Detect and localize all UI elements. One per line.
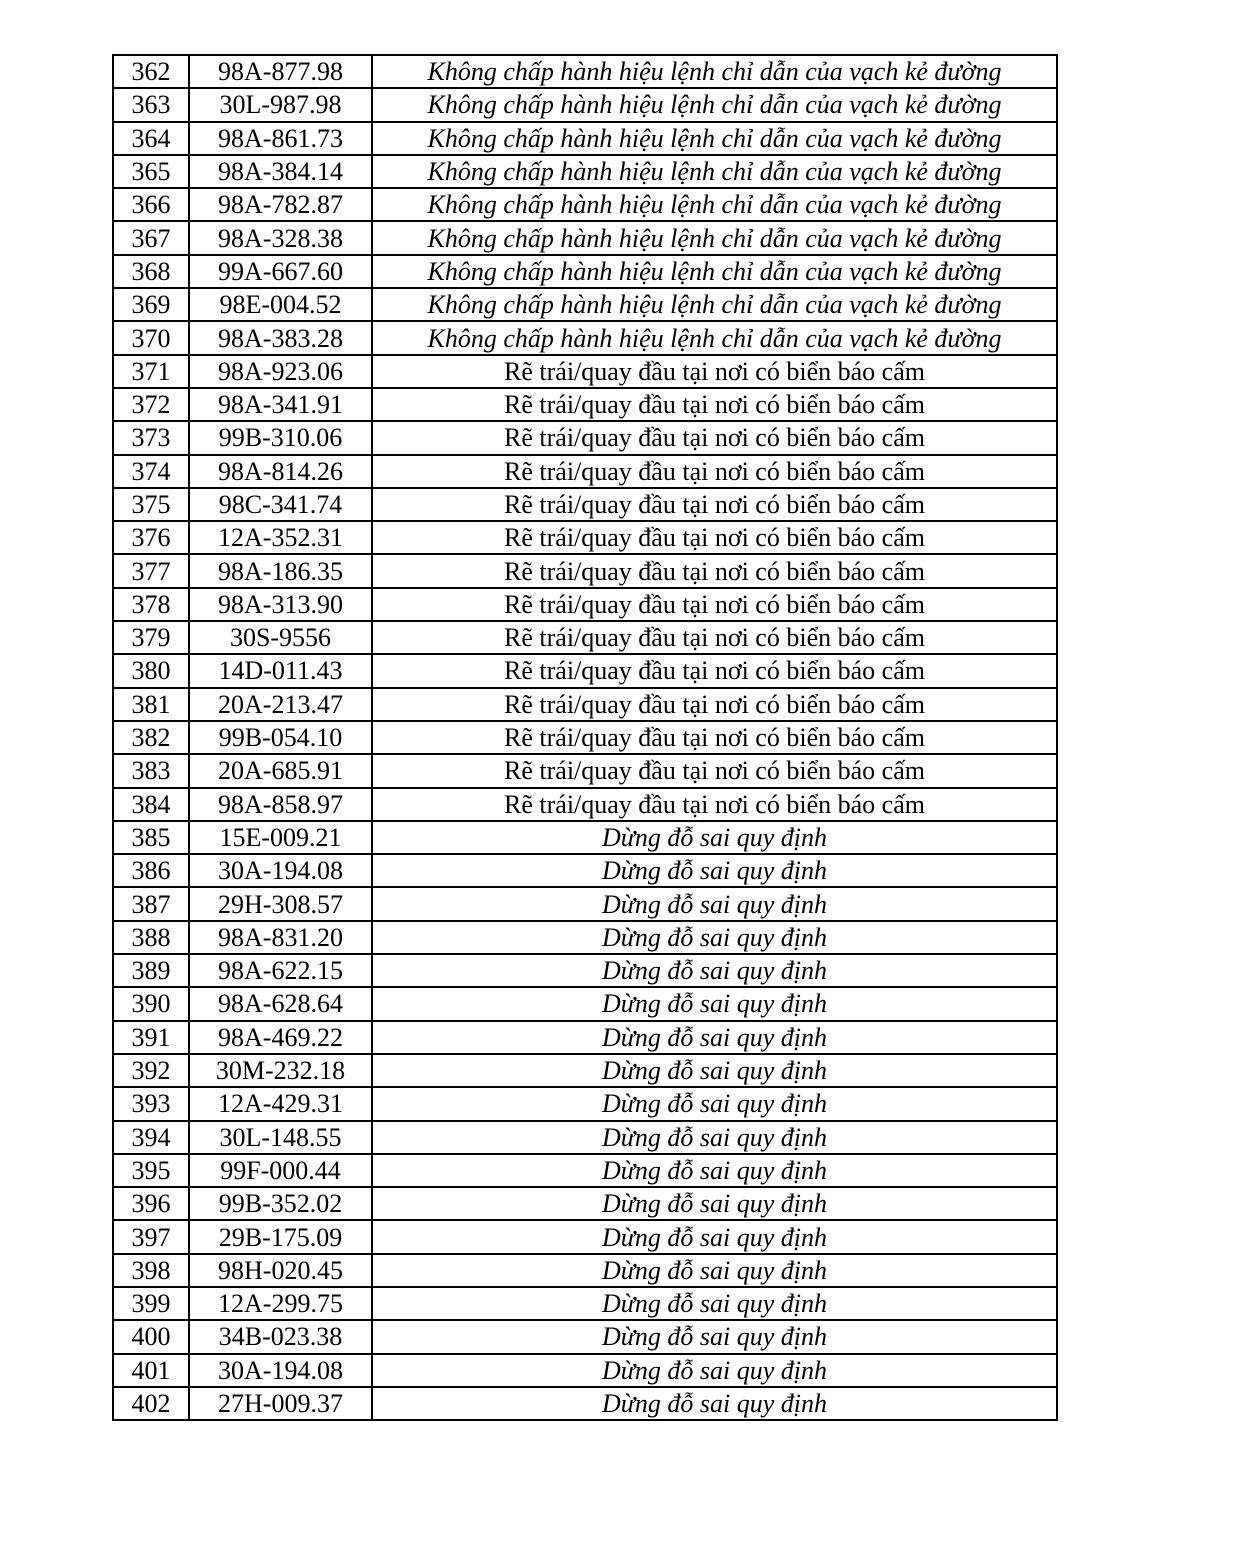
violation-description-cell: Dừng đỗ sai quy định bbox=[372, 1354, 1057, 1387]
row-number-cell: 391 bbox=[113, 1021, 189, 1054]
license-plate-cell: 98A-313.90 bbox=[189, 588, 372, 621]
violation-description-cell: Dừng đỗ sai quy định bbox=[372, 1387, 1057, 1420]
violation-description-cell: Không chấp hành hiệu lệnh chỉ dẫn của vạch kẻ đường bbox=[372, 155, 1057, 188]
violation-description-cell: Không chấp hành hiệu lệnh chỉ dẫn của vạch kẻ đường bbox=[372, 221, 1057, 254]
row-number-cell: 381 bbox=[113, 688, 189, 721]
violation-description-cell: Không chấp hành hiệu lệnh chỉ dẫn của vạch kẻ đường bbox=[372, 255, 1057, 288]
license-plate-cell: 12A-352.31 bbox=[189, 521, 372, 554]
violation-description-cell: Dừng đỗ sai quy định bbox=[372, 1254, 1057, 1287]
violation-description-cell: Rẽ trái/quay đầu tại nơi có biển báo cấm bbox=[372, 388, 1057, 421]
license-plate-cell: 30M-232.18 bbox=[189, 1054, 372, 1087]
violation-description-cell: Không chấp hành hiệu lệnh chỉ dẫn của vạch kẻ đường bbox=[372, 55, 1057, 88]
violation-description-cell: Dừng đỗ sai quy định bbox=[372, 1287, 1057, 1320]
table-row bbox=[113, 788, 1057, 821]
table-row bbox=[113, 88, 1057, 121]
license-plate-cell: 98A-186.35 bbox=[189, 554, 372, 587]
violations-table-body bbox=[113, 55, 1057, 1420]
violation-description-cell: Dừng đỗ sai quy định bbox=[372, 1220, 1057, 1253]
row-number-cell: 399 bbox=[113, 1287, 189, 1320]
table-row bbox=[113, 621, 1057, 654]
violation-description-cell: Rẽ trái/quay đầu tại nơi có biển báo cấm bbox=[372, 554, 1057, 587]
violation-description-cell: Dừng đỗ sai quy định bbox=[372, 1121, 1057, 1154]
row-number-cell: 397 bbox=[113, 1220, 189, 1253]
row-number-cell: 370 bbox=[113, 321, 189, 354]
license-plate-cell: 98A-877.98 bbox=[189, 55, 372, 88]
table-row bbox=[113, 887, 1057, 920]
violation-description-cell: Rẽ trái/quay đầu tại nơi có biển báo cấm bbox=[372, 355, 1057, 388]
table-row bbox=[113, 921, 1057, 954]
license-plate-cell: 27H-009.37 bbox=[189, 1387, 372, 1420]
row-number-cell: 365 bbox=[113, 155, 189, 188]
row-number-cell: 386 bbox=[113, 854, 189, 887]
license-plate-cell: 99B-054.10 bbox=[189, 721, 372, 754]
license-plate-cell: 98A-923.06 bbox=[189, 355, 372, 388]
table-row bbox=[113, 1021, 1057, 1054]
table-row bbox=[113, 288, 1057, 321]
row-number-cell: 379 bbox=[113, 621, 189, 654]
row-number-cell: 364 bbox=[113, 122, 189, 155]
license-plate-cell: 98A-469.22 bbox=[189, 1021, 372, 1054]
table-row bbox=[113, 188, 1057, 221]
row-number-cell: 378 bbox=[113, 588, 189, 621]
row-number-cell: 387 bbox=[113, 887, 189, 920]
table-row bbox=[113, 654, 1057, 687]
license-plate-cell: 15E-009.21 bbox=[189, 821, 372, 854]
license-plate-cell: 99B-352.02 bbox=[189, 1187, 372, 1220]
violation-description-cell: Không chấp hành hiệu lệnh chỉ dẫn của vạch kẻ đường bbox=[372, 88, 1057, 121]
row-number-cell: 382 bbox=[113, 721, 189, 754]
row-number-cell: 400 bbox=[113, 1320, 189, 1353]
license-plate-cell: 98A-384.14 bbox=[189, 155, 372, 188]
table-row bbox=[113, 588, 1057, 621]
license-plate-cell: 20A-685.91 bbox=[189, 754, 372, 787]
license-plate-cell: 98A-814.26 bbox=[189, 455, 372, 488]
table-row bbox=[113, 754, 1057, 787]
violation-description-cell: Dừng đỗ sai quy định bbox=[372, 921, 1057, 954]
row-number-cell: 363 bbox=[113, 88, 189, 121]
violation-description-cell: Dừng đỗ sai quy định bbox=[372, 1187, 1057, 1220]
row-number-cell: 383 bbox=[113, 754, 189, 787]
row-number-cell: 369 bbox=[113, 288, 189, 321]
row-number-cell: 402 bbox=[113, 1387, 189, 1420]
license-plate-cell: 20A-213.47 bbox=[189, 688, 372, 721]
row-number-cell: 366 bbox=[113, 188, 189, 221]
row-number-cell: 388 bbox=[113, 921, 189, 954]
table-row bbox=[113, 688, 1057, 721]
row-number-cell: 375 bbox=[113, 488, 189, 521]
license-plate-cell: 30L-148.55 bbox=[189, 1121, 372, 1154]
violation-description-cell: Dừng đỗ sai quy định bbox=[372, 887, 1057, 920]
violation-description-cell: Dừng đỗ sai quy định bbox=[372, 854, 1057, 887]
row-number-cell: 376 bbox=[113, 521, 189, 554]
row-number-cell: 385 bbox=[113, 821, 189, 854]
table-row bbox=[113, 1220, 1057, 1253]
license-plate-cell: 98A-622.15 bbox=[189, 954, 372, 987]
table-row bbox=[113, 221, 1057, 254]
violation-description-cell: Rẽ trái/quay đầu tại nơi có biển báo cấm bbox=[372, 788, 1057, 821]
row-number-cell: 372 bbox=[113, 388, 189, 421]
violation-description-cell: Dừng đỗ sai quy định bbox=[372, 1320, 1057, 1353]
table-row bbox=[113, 1387, 1057, 1420]
license-plate-cell: 98A-858.97 bbox=[189, 788, 372, 821]
row-number-cell: 374 bbox=[113, 455, 189, 488]
table-row bbox=[113, 1320, 1057, 1353]
license-plate-cell: 14D-011.43 bbox=[189, 654, 372, 687]
license-plate-cell: 98A-861.73 bbox=[189, 122, 372, 155]
violation-description-cell: Rẽ trái/quay đầu tại nơi có biển báo cấm bbox=[372, 521, 1057, 554]
license-plate-cell: 98C-341.74 bbox=[189, 488, 372, 521]
table-row bbox=[113, 854, 1057, 887]
violation-description-cell: Không chấp hành hiệu lệnh chỉ dẫn của vạch kẻ đường bbox=[372, 288, 1057, 321]
license-plate-cell: 98A-628.64 bbox=[189, 987, 372, 1020]
row-number-cell: 368 bbox=[113, 255, 189, 288]
table-row bbox=[113, 1187, 1057, 1220]
row-number-cell: 395 bbox=[113, 1154, 189, 1187]
row-number-cell: 371 bbox=[113, 355, 189, 388]
row-number-cell: 377 bbox=[113, 554, 189, 587]
row-number-cell: 398 bbox=[113, 1254, 189, 1287]
license-plate-cell: 99F-000.44 bbox=[189, 1154, 372, 1187]
table-row bbox=[113, 1087, 1057, 1120]
violation-description-cell: Rẽ trái/quay đầu tại nơi có biển báo cấm bbox=[372, 621, 1057, 654]
license-plate-cell: 34B-023.38 bbox=[189, 1320, 372, 1353]
row-number-cell: 396 bbox=[113, 1187, 189, 1220]
row-number-cell: 392 bbox=[113, 1054, 189, 1087]
violation-description-cell: Rẽ trái/quay đầu tại nơi có biển báo cấm bbox=[372, 455, 1057, 488]
table-row bbox=[113, 455, 1057, 488]
violation-description-cell: Không chấp hành hiệu lệnh chỉ dẫn của vạch kẻ đường bbox=[372, 122, 1057, 155]
violation-description-cell: Rẽ trái/quay đầu tại nơi có biển báo cấm bbox=[372, 588, 1057, 621]
license-plate-cell: 29B-175.09 bbox=[189, 1220, 372, 1253]
license-plate-cell: 98E-004.52 bbox=[189, 288, 372, 321]
violation-description-cell: Rẽ trái/quay đầu tại nơi có biển báo cấm bbox=[372, 488, 1057, 521]
license-plate-cell: 29H-308.57 bbox=[189, 887, 372, 920]
table-row bbox=[113, 355, 1057, 388]
violation-description-cell: Dừng đỗ sai quy định bbox=[372, 954, 1057, 987]
table-row bbox=[113, 1254, 1057, 1287]
violation-description-cell: Rẽ trái/quay đầu tại nơi có biển báo cấm bbox=[372, 688, 1057, 721]
table-row bbox=[113, 987, 1057, 1020]
row-number-cell: 389 bbox=[113, 954, 189, 987]
violation-description-cell: Dừng đỗ sai quy định bbox=[372, 1021, 1057, 1054]
violation-description-cell: Rẽ trái/quay đầu tại nơi có biển báo cấm bbox=[372, 421, 1057, 454]
license-plate-cell: 99A-667.60 bbox=[189, 255, 372, 288]
row-number-cell: 373 bbox=[113, 421, 189, 454]
violation-description-cell: Không chấp hành hiệu lệnh chỉ dẫn của vạch kẻ đường bbox=[372, 188, 1057, 221]
violation-description-cell: Dừng đỗ sai quy định bbox=[372, 987, 1057, 1020]
violations-table bbox=[112, 54, 1058, 1421]
row-number-cell: 384 bbox=[113, 788, 189, 821]
violation-description-cell: Rẽ trái/quay đầu tại nơi có biển báo cấm bbox=[372, 754, 1057, 787]
license-plate-cell: 98H-020.45 bbox=[189, 1254, 372, 1287]
table-row bbox=[113, 954, 1057, 987]
table-row bbox=[113, 388, 1057, 421]
license-plate-cell: 30A-194.08 bbox=[189, 854, 372, 887]
table-row bbox=[113, 255, 1057, 288]
license-plate-cell: 99B-310.06 bbox=[189, 421, 372, 454]
license-plate-cell: 12A-299.75 bbox=[189, 1287, 372, 1320]
license-plate-cell: 30S-9556 bbox=[189, 621, 372, 654]
license-plate-cell: 98A-328.38 bbox=[189, 221, 372, 254]
table-row bbox=[113, 521, 1057, 554]
violation-description-cell: Rẽ trái/quay đầu tại nơi có biển báo cấm bbox=[372, 721, 1057, 754]
violation-description-cell: Dừng đỗ sai quy định bbox=[372, 1154, 1057, 1187]
table-row bbox=[113, 721, 1057, 754]
table-row bbox=[113, 122, 1057, 155]
table-row bbox=[113, 421, 1057, 454]
table-row bbox=[113, 554, 1057, 587]
table-row bbox=[113, 321, 1057, 354]
table-row bbox=[113, 1287, 1057, 1320]
table-row bbox=[113, 155, 1057, 188]
table-row bbox=[113, 1054, 1057, 1087]
table-row bbox=[113, 488, 1057, 521]
row-number-cell: 380 bbox=[113, 654, 189, 687]
row-number-cell: 401 bbox=[113, 1354, 189, 1387]
license-plate-cell: 30L-987.98 bbox=[189, 88, 372, 121]
license-plate-cell: 98A-341.91 bbox=[189, 388, 372, 421]
license-plate-cell: 98A-782.87 bbox=[189, 188, 372, 221]
violation-description-cell: Dừng đỗ sai quy định bbox=[372, 1087, 1057, 1120]
license-plate-cell: 98A-831.20 bbox=[189, 921, 372, 954]
violation-description-cell: Dừng đỗ sai quy định bbox=[372, 1054, 1057, 1087]
violation-description-cell: Rẽ trái/quay đầu tại nơi có biển báo cấm bbox=[372, 654, 1057, 687]
table-row bbox=[113, 1354, 1057, 1387]
row-number-cell: 390 bbox=[113, 987, 189, 1020]
row-number-cell: 393 bbox=[113, 1087, 189, 1120]
row-number-cell: 394 bbox=[113, 1121, 189, 1154]
table-row bbox=[113, 55, 1057, 88]
row-number-cell: 362 bbox=[113, 55, 189, 88]
license-plate-cell: 30A-194.08 bbox=[189, 1354, 372, 1387]
table-row bbox=[113, 1154, 1057, 1187]
violation-description-cell: Không chấp hành hiệu lệnh chỉ dẫn của vạch kẻ đường bbox=[372, 321, 1057, 354]
row-number-cell: 367 bbox=[113, 221, 189, 254]
table-row bbox=[113, 1121, 1057, 1154]
license-plate-cell: 98A-383.28 bbox=[189, 321, 372, 354]
license-plate-cell: 12A-429.31 bbox=[189, 1087, 372, 1120]
violation-description-cell: Dừng đỗ sai quy định bbox=[372, 821, 1057, 854]
table-row bbox=[113, 821, 1057, 854]
